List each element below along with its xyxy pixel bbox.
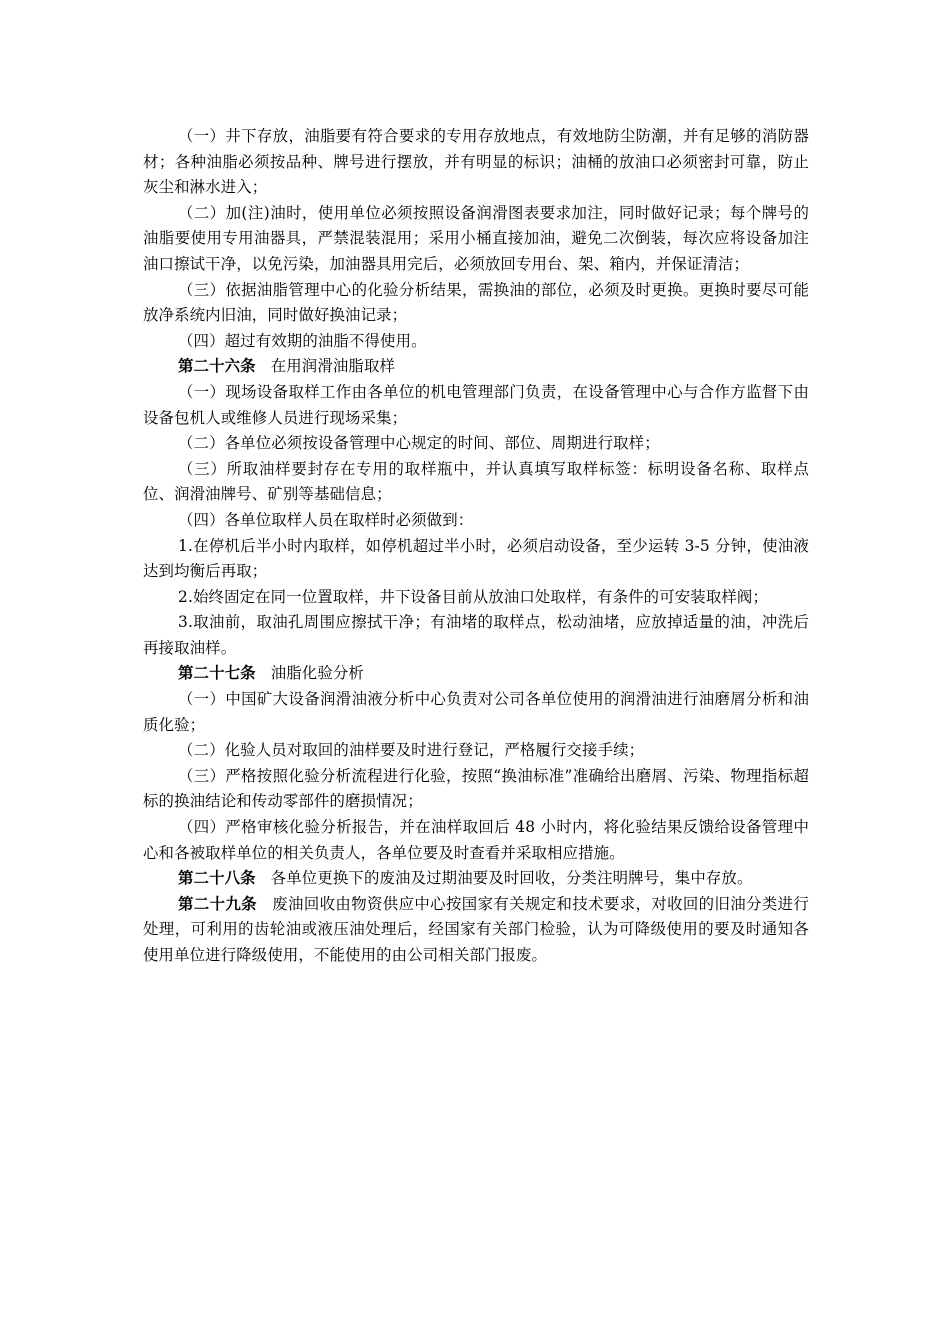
article-text: 各单位更换下的废油及过期油要及时回收，分类注明牌号，集中存放。 (270, 869, 753, 888)
paragraph-oil-filling (143, 201, 809, 278)
paragraph-text: （四）各单位取样人员在取样时必须做到： (178, 510, 474, 529)
article-title: 油脂化验分析 (270, 664, 364, 683)
paragraph-text: （四）严格审核化验分析报告，并在油样取回后 48 小时内，将化验结果反馈给设备管理中心和各被取样单位的相关负责人，各单位要及时查看并采取相应措施。 (143, 818, 809, 862)
paragraph-sampling-schedule (143, 431, 809, 457)
article-26 (143, 354, 809, 380)
paragraph-text: （二）各单位必须按设备管理中心规定的时间、部位、周期进行取样； (178, 434, 660, 453)
article-27 (143, 661, 809, 687)
paragraph-storage-underground (143, 124, 809, 201)
paragraph-sample-labeling (143, 457, 809, 508)
article-28 (143, 866, 809, 892)
paragraph-text: （一）井下存放，油脂要有符合要求的专用存放地点，有效地防尘防潮，并有足够的消防器材；各种油脂必须按品种、牌号进行摆放，并有明显的标识；油桶的放油口必须密封可靠，防止灰尘和淋水进入； (143, 127, 809, 197)
article-number: 第二十六条 (178, 357, 256, 376)
list-item-2 (143, 585, 809, 611)
paragraph-sample-registration (143, 738, 809, 764)
paragraph-analysis-center (143, 687, 809, 738)
paragraph-text: （一）现场设备取样工作由各单位的机电管理部门负责，在设备管理中心与合作方监督下由设备包机人或维修人员进行现场采集； (143, 382, 809, 427)
paragraph-analysis-process (143, 764, 809, 815)
paragraph-text: （三）严格按照化验分析流程进行化验，按照“换油标准”准确给出磨屑、污染、物理指标超标的换油结论和传动零部件的磨损情况； (143, 766, 809, 811)
paragraph-text: （二）加(注)油时，使用单位必须按照设备润滑图表要求加注，同时做好记录；每个牌号的油脂要使用专用油器具，严禁混装混用；采用小桶直接加油，避免二次倒装，每次应将设备加注油口擦试干净，以免污染，加油器具用完后，必须放回专用台、架、箱内，并保证清洁； (143, 203, 809, 273)
article-title: 在用润滑油脂取样 (270, 357, 396, 376)
paragraph-text: （三）依据油脂管理中心的化验分析结果，需换油的部位，必须及时更换。更换时要尽可能放净系统内旧油，同时做好换油记录； (143, 280, 809, 325)
article-number: 第二十七条 (178, 664, 256, 683)
paragraph-oil-change (143, 278, 809, 329)
paragraph-sampling-requirements (143, 508, 809, 534)
paragraph-text: 3.取油前，取油孔周围应擦拭干净；有油堵的取样点，松动油堵，应放掉适量的油，冲洗后再接取油样。 (143, 613, 809, 657)
article-29 (143, 892, 809, 969)
list-item-3 (143, 610, 809, 661)
paragraph-text: 1.在停机后半小时内取样，如停机超过半小时，必须启动设备，至少运转 3-5 分钟，使油液达到均衡后再取； (143, 536, 809, 581)
list-item-1 (143, 534, 809, 585)
paragraph-text: （一）中国矿大设备润滑油液分析中心负责对公司各单位使用的润滑油进行油磨屑分析和油质化验； (143, 690, 809, 734)
paragraph-text: （四）超过有效期的油脂不得使用。 (178, 331, 427, 350)
paragraph-expired-oil (143, 329, 809, 355)
paragraph-text: （三）所取油样要封存在专用的取样瓶中，并认真填写取样标签：标明设备名称、取样点位、润滑油牌号、矿别等基础信息； (143, 459, 809, 504)
article-number: 第二十九条 (178, 894, 257, 913)
paragraph-report-review (143, 815, 809, 866)
document-page (143, 124, 809, 969)
paragraph-text: 2.始终固定在同一位置取样，井下设备目前从放油口处取样，有条件的可安装取样阀； (178, 587, 768, 606)
paragraph-sampling-responsibility (143, 380, 809, 431)
article-number: 第二十八条 (178, 869, 256, 888)
article-text: 废油回收由物资供应中心按国家有关规定和技术要求，对收回的旧油分类进行处理，可利用的齿轮油或液压油处理后，经国家有关部门检验，认为可降级使用的要及时通知各使用单位进行降级使用，不能使用的由公司相关部门报废。 (143, 894, 809, 964)
paragraph-text: （二）化验人员对取回的油样要及时进行登记，严格履行交接手续； (178, 741, 645, 760)
